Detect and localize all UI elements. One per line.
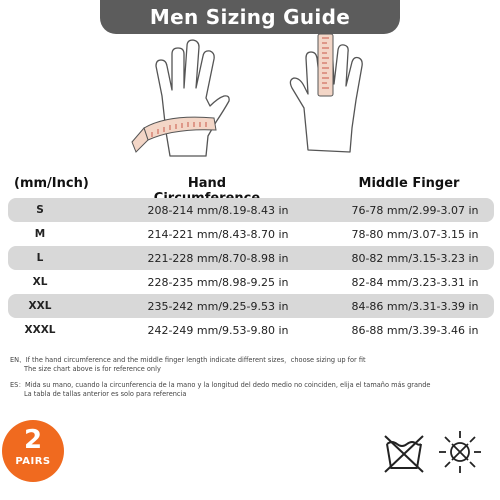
- note-es-line-1: ES：Mida su mano, cuando la circunferencia de la mano y la longitud del dedo medio no coinciden, elija el tamaño más grande: [10, 381, 431, 389]
- do-not-wash-icon: [383, 432, 425, 474]
- pairs-label: PAIRS: [15, 456, 51, 467]
- size-label: XL: [32, 276, 48, 288]
- hand-circumference-value: 242-249 mm/9.53-9.80 in: [147, 323, 289, 337]
- size-label: XXXL: [24, 324, 56, 336]
- hand-measure-finger-icon: [278, 28, 378, 168]
- table-row: [8, 198, 494, 222]
- size-label: S: [36, 204, 44, 216]
- column-header-middle-finger: Middle Finger: [358, 176, 460, 191]
- note-es-line-2: La tabla de tallas anterior es solo para referencia: [24, 390, 187, 398]
- middle-finger-value: 86-88 mm/3.39-3.46 in: [351, 323, 479, 337]
- table-row: [8, 222, 494, 246]
- note-en-line-1: EN、If the hand circumference and the middle finger length indicate different sizes，choose sizing up for fit: [10, 356, 366, 364]
- pairs-badge: [2, 420, 64, 482]
- hand-circumference-value: 214-221 mm/8.43-8.70 in: [147, 227, 289, 241]
- hand-circumference-value: 208-214 mm/8.19-8.43 in: [147, 203, 289, 217]
- hand-circumference-value: 235-242 mm/9.25-9.53 in: [147, 299, 289, 313]
- hand-circumference-value: 228-235 mm/8.98-9.25 in: [147, 275, 289, 289]
- do-not-sun-dry-icon: [436, 428, 484, 476]
- hand-circumference-value: 221-228 mm/8.70-8.98 in: [147, 251, 289, 265]
- table-row: [8, 246, 494, 270]
- middle-finger-value: 76-78 mm/2.99-3.07 in: [351, 203, 479, 217]
- size-label: XXL: [28, 300, 52, 312]
- size-table: [8, 198, 494, 342]
- table-row: [8, 318, 494, 342]
- table-row: [8, 270, 494, 294]
- middle-finger-value: 82-84 mm/3.23-3.31 in: [351, 275, 479, 289]
- size-label: M: [34, 228, 46, 240]
- middle-finger-value: 78-80 mm/3.07-3.15 in: [351, 227, 479, 241]
- column-header-hand-circumference: Hand: [187, 176, 227, 191]
- page-title: Men Sizing Guide: [100, 0, 400, 34]
- table-row: [8, 294, 494, 318]
- column-header-unit: (mm/Inch): [14, 176, 89, 191]
- note-en-line-2: The size chart above is for reference only: [24, 365, 161, 373]
- note-spanish: [10, 381, 430, 399]
- pairs-count: 2: [23, 425, 43, 455]
- note-english: [10, 356, 366, 374]
- middle-finger-value: 80-82 mm/3.15-3.23 in: [351, 251, 479, 265]
- middle-finger-value: 84-86 mm/3.31-3.39 in: [351, 299, 479, 313]
- hand-measure-circumference-icon: [128, 36, 238, 166]
- size-label: L: [36, 252, 44, 264]
